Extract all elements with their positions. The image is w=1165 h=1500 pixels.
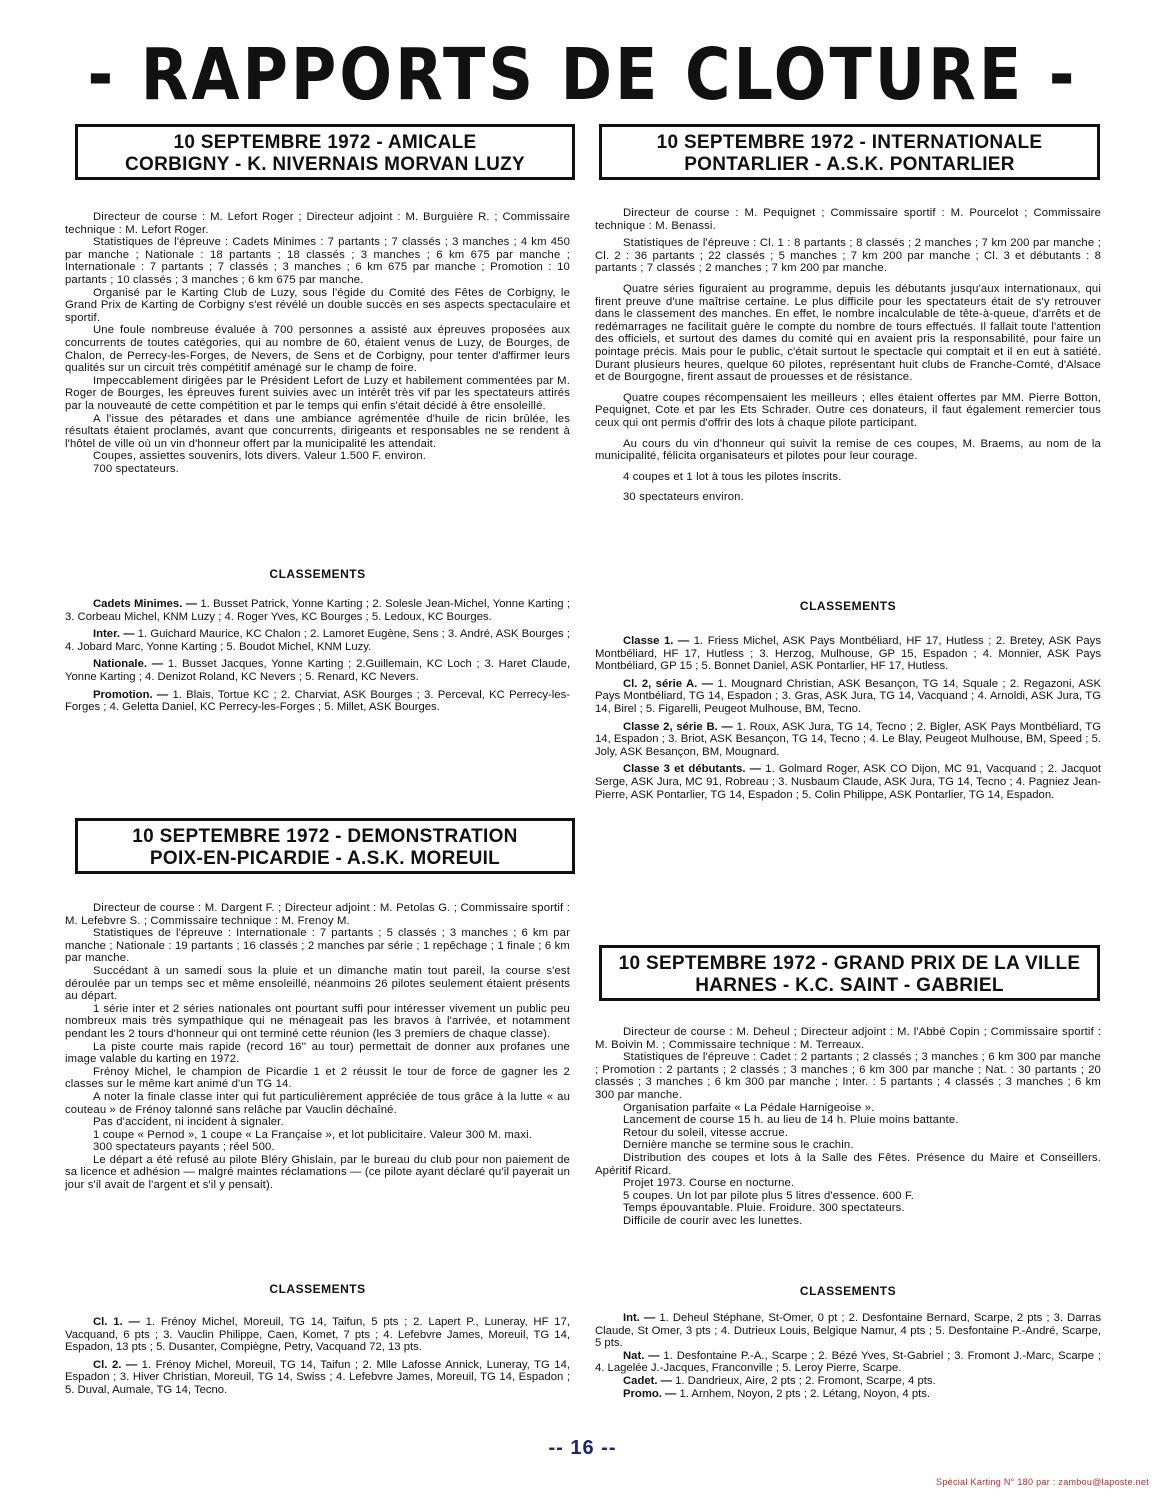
- pontarlier-header: [599, 124, 1100, 180]
- paragraph: Directeur de course : M. Deheul ; Directeur adjoint : M. l'Abbé Copin ; Commissaire sportif : M. Boivin M. ; Commissaire technique : M. Terreaux.: [595, 1026, 1101, 1051]
- result-entry: Inter. — 1. Guichard Maurice, KC Chalon ; 2. Lamoret Eugène, Sens ; 3. André, ASK Bourges ; 4. Jobard Marc, Yonne Karting ; 5. Boudot Michel, KNM Luzy.: [65, 628, 570, 653]
- pontarlier-header-line1: 10 SEPTEMBRE 1972 - INTERNATIONALE: [656, 132, 1043, 153]
- page-number: -- 16 --: [548, 1437, 617, 1459]
- result-entry: Cadets Minimes. — 1. Busset Patrick, Yonne Karting ; 2. Solesle Jean-Michel, Yonne Karting ; 3. Corbeau Michel, KNM Luzy ; 4. Roger Yves, KC Bourges ; 5. Ledoux, KC Bourges.: [65, 598, 570, 623]
- paragraph: Retour du soleil, vitesse accrue.: [623, 1126, 789, 1139]
- paragraph: Quatre séries figuraient au programme, depuis les débutants jusqu'aux internationaux, qui firent preuve d'une maîtrise certaine. Le plus difficile pour les spectateurs était de s'y retrouver dans le classement des manches. En effet, le nombre incalculable de tête-à-queue, d'arrêts et de redémarrages ne facilitait guère le compte du nombre de tours effectués. Il fallait toute l'attention des officiels, et surtout des dames du comité qui en avaient pris la responsabilité, pour faire un pointage précis. Mais pour le public, c'était surtout le spectacle qui comptait et il en eut à satiété. Durant plusieurs heures, quelque 60 pilotes, représentant huit clubs de Franche-Comté, d'Alsace et de Bourgogne, firent assaut de prouesses et de résistance.: [595, 282, 1101, 384]
- paragraph: Statistiques de l'épreuve : Cadet : 2 partants ; 2 classés ; 3 manches ; 6 km 300 par manche ; Promotion : 2 partants ; 2 classés ; 3 manches ; 6 km 300 par manche ; Nat. : 30 partants ; 20 classés ; 3 manches ; 6 km 300 par manche ; Inter. : 5 partants ; 4 classés ; 3 manches ; 6 km 300 par manche.: [595, 1051, 1101, 1101]
- corbigny-header-line2: CORBIGNY - K. NIVERNAIS MORVAN LUZY: [124, 154, 526, 175]
- corbigny-body: [65, 211, 570, 475]
- paragraph: Distribution des coupes et lots à la Salle des Fêtes. Présence du Maire et Conseillers. Apéritif Ricard.: [595, 1151, 1101, 1177]
- corbigny-header: [75, 124, 575, 180]
- paragraph: 1 série inter et 2 séries nationales ont pourtant suffi pour intéresser vivement un public peu nombreux mais très sympathique qui ne ménageait pas les bravos à l'arrivée, et notamment pendant les 2 tours d'honneur qui ont terminé cette réunion (les 3 premiers de chaque classe).: [65, 1002, 570, 1040]
- paragraph: Impeccablement dirigées par le Président Lefort de Luzy et habilement commentées par M. Roger de Bourges, les épreuves furent suivies avec un intérêt très vif par les spectateurs attirés par la nouveauté de cette compétition et par le temps qui enfin s'était décidé à être ensoleillé.: [65, 374, 570, 412]
- paragraph: Directeur de course : M. Pequignet ; Commissaire sportif : M. Pourcelot ; Commissaire technique : M. Benassi.: [595, 207, 1101, 232]
- harnes-header: [599, 945, 1100, 1001]
- pontarlier-body: [595, 207, 1101, 504]
- result-entry: Promotion. — 1. Blais, Tortue KC ; 2. Charviat, ASK Bourges ; 3. Perceval, KC Perrecy-les-Forges ; 4. Geletta Daniel, KC Perrecy-les-Forges ; 5. Millet, ASK Bourges.: [65, 688, 570, 714]
- paragraph: Directeur de course : M. Dargent F. ; Directeur adjoint : M. Petolas G. ; Commissaire sportif : M. Lefebvre S. ; Commissaire technique : M. Frenoy M.: [65, 902, 570, 927]
- result-entry: Nationale. — 1. Busset Jacques, Yonne Karting ; 2.Guillemain, KC Loch ; 3. Haret Claude, Yonne Karting ; 4. Denizot Roland, KC Nevers ; 5. Renard, KC Nevers.: [65, 658, 571, 683]
- result-entry: Cl. 2. — 1. Frénoy Michel, Moreuil, TG 14, Taifun ; 2. Mlle Lafosse Annick, Luneray, TG 14, Espadon ; 3. Hiver Christian, Moreuil, TG 14, Swiss ; 4. Lefebvre James, Moreuil, TG 14, Espadon ; 5. Duval, Aumale, TG 14, Tecno.: [65, 1358, 570, 1396]
- paragraph: Dernière manche se termine sous le crachin.: [623, 1139, 854, 1152]
- poix-header-line2: POIX-EN-PICARDIE - A.S.K. MOREUIL: [149, 848, 501, 869]
- paragraph: Au cours du vin d'honneur qui suivit la remise de ces coupes, M. Braems, au nom de la municipalité, félicita organisateurs et pilotes pour leur courage.: [595, 437, 1101, 463]
- result-entry: Classe 1. — 1. Friess Michel, ASK Pays Montbéliard, HF 17, Hutless ; 2. Bretey, ASK Pays Montbéliard, HF 17, Hutless ; 3. Herzog, Mulhouse, GP 15, Espadon ; 4. Monnier, ASK Pays Montbéliard, GP 15 ; 5. Bonnet Daniel, ASK Pontarlier, HF 17, Hutless.: [595, 635, 1101, 673]
- paragraph: Succédant à un samedi sous la pluie et un dimanche matin tout pareil, la course s'est déroulée par un temps sec et même ensoleillé, néanmoins 26 pilotes seulement étaient présents au départ.: [65, 964, 570, 1003]
- pontarlier-header-line2: PONTARLIER - A.S.K. PONTARLIER: [684, 154, 1015, 175]
- poix-body: [65, 902, 570, 1192]
- paragraph: Temps épouvantable. Pluie. Froidure. 300 spectateurs.: [623, 1202, 905, 1215]
- paragraph: Projet 1973. Course en nocturne.: [623, 1177, 795, 1190]
- harnes-header-line1: 10 SEPTEMBRE 1972 - GRAND PRIX DE LA VILLE: [618, 953, 1081, 974]
- result-entry: Cl. 1. — 1. Frénoy Michel, Moreuil, TG 14, Taifun, 5 pts ; 2. Lapert P., Luneray, HF 17, Vacquand, 6 pts ; 3. Vauclin Philippe, Caen, Komet, 7 pts ; 4. Lefebvre James, Moreuil, TG 14, Espadon, 13 pts ; 5. Dusanter, Compiègne, Petry, Vacquand 72, 13 pts.: [65, 1316, 570, 1354]
- paragraph: 300 spectateurs payants ; réel 500.: [93, 1141, 275, 1154]
- corbigny-classements-heading: CLASSEMENTS: [269, 567, 366, 581]
- paragraph: 1 coupe « Pernod », 1 coupe « La Française », et lot publicitaire. Valeur 300 M. maxi.: [93, 1128, 533, 1141]
- paragraph: Lancement de course 15 h. au lieu de 14 h. Pluie moins battante.: [623, 1114, 959, 1127]
- paragraph: Difficile de courir avec les lunettes.: [623, 1214, 803, 1227]
- paragraph: Statistiques de l'épreuve : Cl. 1 : 8 partants ; 8 classés ; 2 manches ; 7 km 200 par manche ; Cl. 2 : 36 partants ; 22 classés ; 5 manches ; 7 km 200 par manche ; Cl. 3 et débutants : 8 partants ; 7 classés ; 2 manches ; 7 km 200 par manche.: [595, 237, 1101, 275]
- page-title: - RAPPORTS DE CLOTURE -: [87, 32, 1078, 117]
- paragraph: Une foule nombreuse évaluée à 700 personnes a assisté aux épreuves proposées aux concurrents de toutes catégories, qui au nombre de 60, étaient venus de Luzy, de Bourges, de Chalon, de Perrecy-les-Forges, de Nevers, de Sens et de Corbigny, pour tenter d'affirmer leurs qualités sur un circuit très compétitif aménagé sur le champ de foire.: [65, 324, 570, 375]
- poix-classements-heading: CLASSEMENTS: [269, 1282, 366, 1296]
- harnes-classements-heading: CLASSEMENTS: [799, 1284, 897, 1298]
- paragraph: Directeur de course : M. Lefort Roger ; Directeur adjoint : M. Burguière R. ; Commissaire technique : M. Lefort Roger.: [65, 211, 570, 236]
- paragraph: 30 spectateurs environ.: [623, 491, 744, 504]
- paragraph: Quatre coupes récompensaient les meilleurs ; elles étaient offertes par MM. Pierre Botton, Pequignet, Cote et par les Ets Schrader. Outre ces donateurs, il faut également remercier tous ceux qui ont permis d'offrir des lots à chaque pilote participant.: [595, 391, 1101, 429]
- paragraph: 4 coupes et 1 lot à tous les pilotes inscrits.: [623, 470, 842, 483]
- harnes-body: [595, 1026, 1101, 1228]
- paragraph: 700 spectateurs.: [93, 462, 179, 475]
- result-entry: Cadet. — 1. Dandrieux, Aire, 2 pts ; 2. Fromont, Scarpe, 4 pts.: [623, 1374, 936, 1387]
- paragraph: A l'issue des pétarades et dans une ambiance agrémentée d'huile de ricin brûlée, les résultats étaient proclamés, avant que concurrents, dirigeants et responsables ne se rendent à l'hôtel de ville où un vin d'honneur offert par la municipalité les attendait.: [65, 412, 570, 450]
- paragraph: A noter la finale classe inter qui fut particulièrement appréciée de tous grâce à la lutte « au couteau » de Frénoy talonné sans relâche par Vauclin déchaîné.: [65, 1090, 570, 1116]
- harnes-results: [595, 1312, 1101, 1400]
- pontarlier-classements-heading: CLASSEMENTS: [799, 599, 897, 613]
- result-entry: Cl. 2, série A. — 1. Mougnard Christian, ASK Besançon, TG 14, Squale ; 2. Regazoni, ASK Pays Montbéliard, TG 14, Espadon ; 3. Gras, ASK Jura, TG 14, Vacquand ; 4. Arnoldi, ASK Jura, TG 14, Birel ; 5. Figarelli, Peugeot Mulhouse, BM, Tecno.: [595, 677, 1101, 715]
- paragraph: Statistiques de l'épreuve : Cadets Minimes : 7 partants ; 7 classés ; 3 manches ; 4 km 450 par manche ; Nationale : 18 partants ; 18 classés ; 3 manches ; 6 km 675 par manche ; Internationale : 7 partants ; 7 classés ; 3 manches ; 6 km 675 par manche ; Promotion : 10 partants ; 10 classés ; 3 manches ; 6 km 675 par manche.: [65, 236, 570, 286]
- pontarlier-results: [595, 635, 1101, 806]
- paragraph: Organisé par le Karting Club de Luzy, sous l'égide du Comité des Fêtes de Corbigny, le Grand Prix de Karting de Corbigny s'est révélé un double succès en ses aspects spectaculaire et sportif.: [65, 286, 570, 324]
- paragraph: Coupes, assiettes souvenirs, lots divers. Valeur 1.500 F. environ.: [93, 450, 427, 463]
- corbigny-results: [65, 598, 570, 719]
- paragraph: La piste courte mais rapide (record 16'' au tour) permettait de donner aux profanes une image valable du karting en 1972.: [65, 1040, 570, 1066]
- result-entry: Int. — 1. Deheul Stéphane, St-Omer, 0 pt ; 2. Desfontaine Bernard, Scarpe, 2 pts ; 3. Darras Claude, St Omer, 3 pts ; 4. Dutrieux Louis, Belgique Namur, 4 pts ; 5. Desfontaine P.-André, Scarpe, 5 pts.: [595, 1312, 1101, 1350]
- paragraph: Pas d'accident, ni incident à signaler.: [93, 1116, 284, 1129]
- result-entry: Nat. — 1. Desfontaine P.-A., Scarpe ; 2. Bézé Yves, St-Gabriel ; 3. Fromont J.-Marc, Scarpe ; 4. Lagelée J.-Jacques, Franconville ; 5. Leroy Pierre, Scarpe.: [595, 1349, 1102, 1375]
- result-entry: Promo. — 1. Arnhem, Noyon, 2 pts ; 2. Létang, Noyon, 4 pts.: [623, 1387, 931, 1400]
- paragraph: 5 coupes. Un lot par pilote plus 5 litres d'essence. 600 F.: [623, 1189, 915, 1202]
- poix-header-line1: 10 SEPTEMBRE 1972 - DEMONSTRATION: [132, 826, 518, 847]
- footer-credit: Spécial Karting N° 180 par : zambou@laposte.net: [936, 1477, 1149, 1487]
- result-entry: Classe 2, série B. — 1. Roux, ASK Jura, TG 14, Tecno ; 2. Bigler, ASK Pays Montbéliard, TG 14, Espadon ; 3. Briot, ASK Besançon, TG 14, Tecno ; 4. Le Blay, Peugeot Mulhouse, BM, Speed ; 5. Joly, ASK Besançon, BM, Mougnard.: [595, 720, 1101, 758]
- poix-results: [65, 1316, 570, 1402]
- paragraph: Organisation parfaite « La Pédale Harnigeoise ».: [623, 1101, 875, 1114]
- paragraph: Statistiques de l'épreuve : Internationale : 7 partants ; 5 classés ; 3 manches ; 6 km par manche ; Nationale : 19 partants ; 16 classés ; 2 manches par série ; 1 repêchage ; 1 finale ; 6 km par manche.: [65, 927, 570, 965]
- poix-header: [75, 818, 575, 874]
- paragraph: Frénoy Michel, le champion de Picardie 1 et 2 réussit le tour de force de gagner les 2 classes sur le même kart animé d'un TG 14.: [65, 1065, 570, 1091]
- result-entry: Classe 3 et débutants. — 1. Golmard Roger, ASK CO Dijon, MC 91, Vacquand ; 2. Jacquot Serge, ASK Jura, MC 91, Robreau ; 3. Nusbaum Claude, ASK Jura, TG 14, Tecno ; 4. Pagniez Jean-Pierre, ASK Pontarlier, TG 14, Espadon ; 5. Colin Philippe, ASK Pontarlier, TG 14, Espadon.: [595, 763, 1101, 801]
- paragraph: Le départ a été refusé au pilote Bléry Ghislain, par le bureau du club pour non paiement de sa licence et adhésion — malgré maintes réclamations — (ce pilote ayant déclaré qu'il payerait un jour s'il avait de l'argent et s'il y pensait).: [65, 1153, 570, 1192]
- harnes-header-line2: HARNES - K.C. SAINT - GABRIEL: [695, 975, 1004, 996]
- corbigny-header-line1: 10 SEPTEMBRE 1972 - AMICALE: [173, 132, 477, 153]
